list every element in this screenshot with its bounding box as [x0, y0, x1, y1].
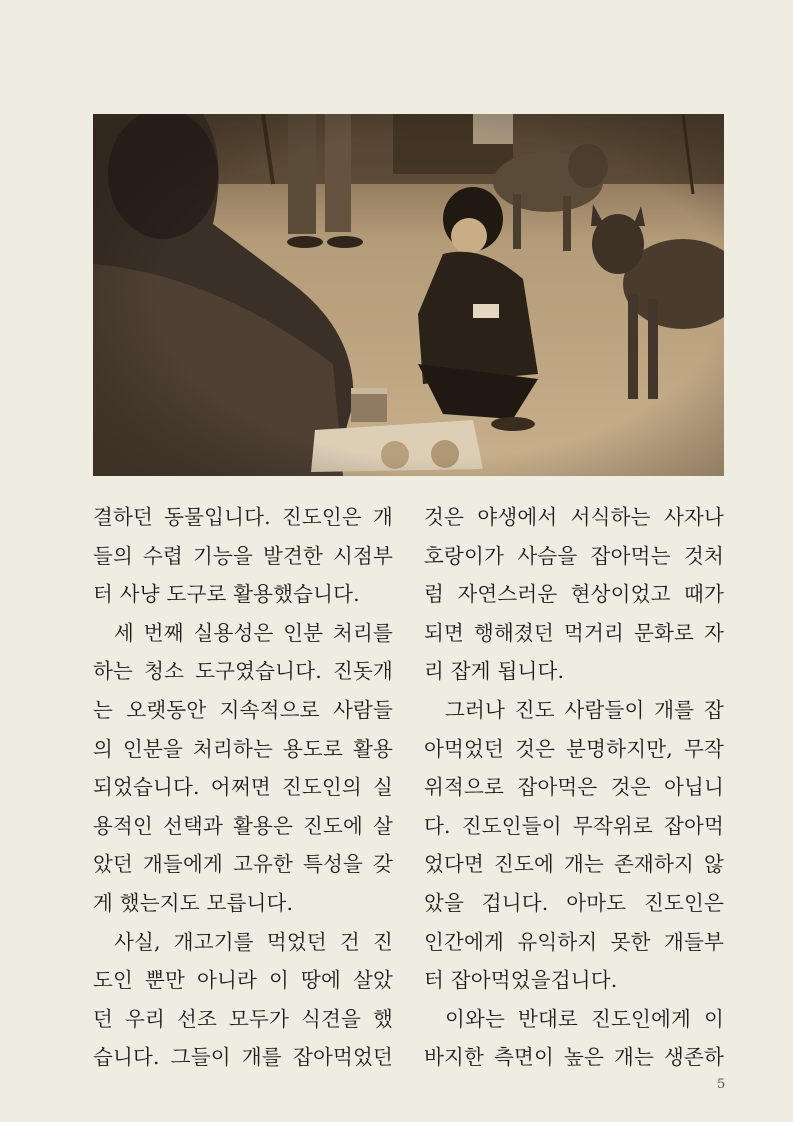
- text-line: 들의 수렵 기능을 발견한 시점부: [93, 543, 393, 568]
- text-line: 것은 야생에서 서식하는 사자나: [424, 505, 724, 529]
- text-line: 게 했는지도 모릅니다.: [93, 890, 294, 915]
- text-line: 세 번째 실용성은 인분 처리를: [114, 620, 393, 645]
- text-line: 이와는 반대로 진도인에게 이: [445, 1006, 724, 1031]
- text-line: 다. 진도인들이 무작위로 잡아먹: [424, 813, 724, 838]
- text-line: 그러나 진도 사람들이 개를 잡: [445, 697, 724, 722]
- text-line: 었다면 진도에 개는 존재하지 않: [424, 852, 724, 877]
- text-line: 았던 개들에게 고유한 특성을 갖: [93, 852, 393, 877]
- text-line: 되었습니다. 어쩌면 진도인의 실: [93, 775, 393, 800]
- text-line: 인간에게 유익하지 못한 개들부: [424, 929, 724, 954]
- text-line: 아먹었던 것은 분명하지만, 무작: [424, 736, 724, 761]
- text-line: 습니다. 그들이 개를 잡아먹었던: [93, 1045, 393, 1070]
- text-line: 았을 겁니다. 아마도 진도인은: [424, 890, 724, 915]
- text-line: 럼 자연스러운 현상이었고 때가: [424, 582, 724, 607]
- text-line: 는 오랫동안 지속적으로 사람들: [93, 697, 393, 722]
- page-number: 5: [717, 1077, 726, 1092]
- text-line: 의 인분을 처리하는 용도로 활용: [93, 736, 393, 761]
- text-line: 용적인 선택과 활용은 진도에 살: [93, 813, 393, 838]
- text-line: 던 우리 선조 모두가 식견을 했: [93, 1006, 393, 1031]
- text-line: 도인 뿐만 아니라 이 땅에 살았: [93, 968, 393, 993]
- text-line: 터 잡아먹었을겁니다.: [424, 968, 618, 993]
- left-text-column: [93, 498, 393, 1077]
- text-line: 리 잡게 됩니다.: [424, 659, 565, 684]
- right-text-column: [424, 498, 724, 1077]
- text-line: 되면 행해졌던 먹거리 문화로 자: [424, 620, 724, 645]
- text-line: 터 사냥 도구로 활용했습니다.: [93, 582, 360, 607]
- text-line: 바지한 측면이 높은 개는 생존하: [424, 1045, 724, 1070]
- text-line: 호랑이가 사슴을 잡아먹는 것처: [424, 543, 724, 568]
- photo-illustration: [93, 114, 724, 476]
- historical-photo: [93, 114, 724, 476]
- text-line: 위적으로 잡아먹은 것은 아닙니: [424, 775, 724, 800]
- text-line: 하는 청소 도구였습니다. 진돗개: [93, 659, 393, 684]
- text-line: 결하던 동물입니다. 진도인은 개: [93, 505, 393, 529]
- text-line: 사실, 개고기를 먹었던 건 진: [114, 929, 393, 954]
